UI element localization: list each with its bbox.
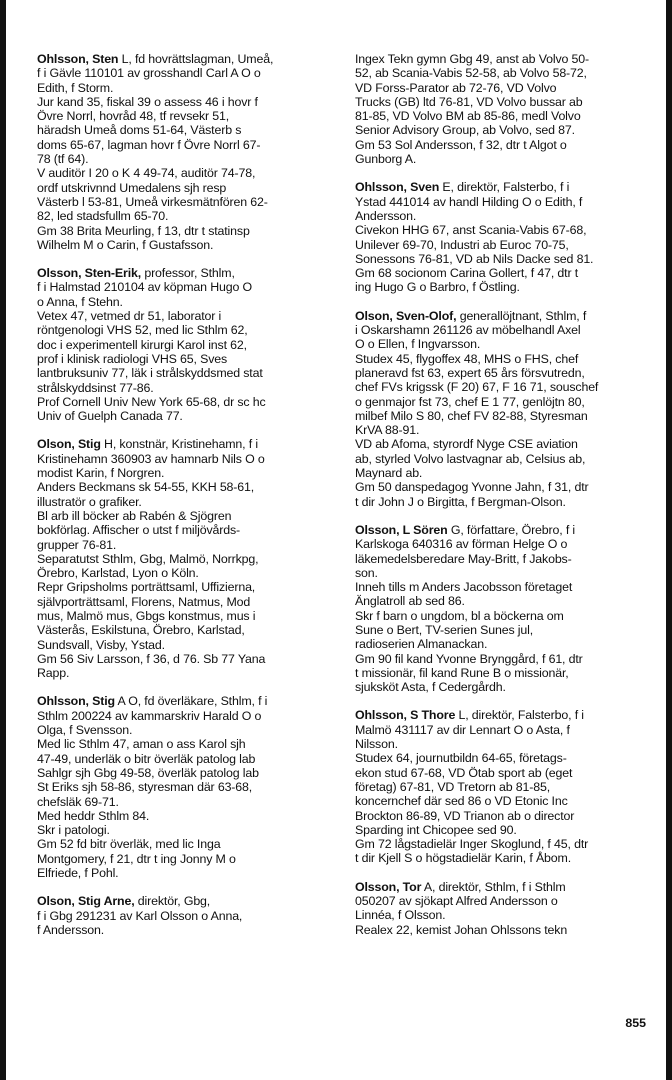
entry-line: [355, 580, 645, 594]
entry-text: Sundsvall, Visby, Ystad.: [37, 637, 165, 652]
entry-line: [355, 452, 645, 466]
entry-line: [37, 866, 327, 880]
entry-line: [37, 81, 327, 95]
entry-line: [355, 723, 645, 737]
entry-line: [37, 109, 327, 123]
entry-text: självporträttsaml, Florens, Natmus, Mod: [37, 594, 251, 609]
entry-text: prof i klinisk radiologi VHS 65, Sves: [37, 351, 228, 366]
biography-entry: [37, 52, 327, 252]
entry-text: Gm 56 Siv Larsson, f 36, d 76. Sb 77 Yana: [37, 651, 266, 666]
entry-line: [355, 823, 645, 837]
entry-line: [355, 566, 645, 580]
entry-line: [355, 708, 645, 722]
entry-text: Linnéa, f Olsson.: [355, 908, 446, 923]
entry-line: [355, 495, 645, 509]
entry-text: Kristinehamn 360903 av hamnarb Nils O o: [37, 451, 265, 466]
entry-line: [37, 823, 327, 837]
entry-line: [37, 709, 327, 723]
entry-text: företag) 67-81, VD Tretorn ab 81-85,: [355, 779, 551, 794]
entry-line: [355, 380, 645, 394]
entry-line: [355, 323, 645, 337]
entry-text: Separatutst Sthlm, Gbg, Malmö, Norrkpg,: [37, 551, 259, 566]
entry-line: [37, 323, 327, 337]
entry-line: [355, 395, 645, 409]
entry-text: 82, led stadsfullm 65-70.: [37, 209, 169, 224]
entry-line: [355, 666, 645, 680]
entry-text: Med heddr Sthlm 84.: [37, 808, 150, 823]
entry-text: 81-85, VD Volvo BM ab 85-86, medl Volvo: [355, 109, 581, 124]
entry-text: 050207 av sjökapt Alfred Andersson o: [355, 894, 558, 909]
entry-line: [37, 752, 327, 766]
entry-line: [37, 280, 327, 294]
entry-line: [355, 352, 645, 366]
left-column: [37, 52, 327, 951]
entry-text: Andersson.: [355, 208, 417, 223]
entry-line: [37, 480, 327, 494]
entry-text: Gm 50 danspedagog Yvonne Jahn, f 31, dtr: [355, 480, 589, 495]
entry-text: f i Gävle 110101 av grosshandl Carl A O o: [37, 66, 261, 81]
entry-text: ab, styrled Volvo lastvagnar ab, Celsius ab,: [355, 451, 586, 466]
entry-line: [37, 395, 327, 409]
entry-line: [37, 894, 327, 908]
entry-text: O o Ellen, f Ingvarsson.: [355, 337, 481, 352]
entry-line: [37, 837, 327, 851]
entry-name: Olsson, Sten-Erik,: [37, 266, 142, 281]
entry-line: [37, 638, 327, 652]
entry-line: [37, 538, 327, 552]
entry-text: ordf utskrivnnd Umedalens sjh resp: [37, 180, 227, 195]
biography-entry: [355, 523, 645, 695]
entry-text: doms 65-67, lagman hovr f Övre Norrl 67-: [37, 137, 261, 152]
entry-line: [37, 466, 327, 480]
biography-entry: [37, 894, 327, 937]
entry-line: [37, 780, 327, 794]
entry-text: son.: [355, 565, 378, 580]
entry-text: Wilhelm M o Carin, f Gustafsson.: [37, 237, 214, 252]
entry-text: Jur kand 35, fiskal 39 o assess 46 i hovr f: [37, 94, 258, 109]
entry-line: [37, 409, 327, 423]
entry-line: [355, 466, 645, 480]
entry-line: [355, 95, 645, 109]
biography-entry: [355, 708, 645, 865]
entry-line: [355, 751, 645, 765]
entry-line: [355, 266, 645, 280]
entry-text: Skr i patologi.: [37, 823, 110, 838]
entry-line: [355, 66, 645, 80]
entry-text: Elfriede, f Pohl.: [37, 866, 119, 881]
entry-line: [37, 766, 327, 780]
entry-line: [37, 366, 327, 380]
entry-text: E, direktör, Falsterbo, f i: [439, 180, 570, 195]
entry-text: o Anna, f Stehn.: [37, 294, 123, 309]
entry-text: strålskyddsinst 77-86.: [37, 380, 154, 395]
entry-line: [37, 238, 327, 252]
entry-line: [355, 908, 645, 922]
entry-text: grupper 76-81.: [37, 537, 117, 552]
entry-line: [355, 409, 645, 423]
entry-text: f i Gbg 291231 av Karl Olsson o Anna,: [37, 908, 243, 923]
entry-text: Vetex 47, vetmed dr 51, laborator i: [37, 309, 222, 324]
entry-line: [355, 280, 645, 294]
entry-text: f Andersson.: [37, 922, 105, 937]
entry-text: Univ of Guelph Canada 77.: [37, 409, 183, 424]
entry-text: i Oskarshamn 261126 av möbelhandl Axel: [355, 323, 581, 338]
entry-line: [355, 923, 645, 937]
biography-entry: [355, 180, 645, 294]
entry-text: ing Hugo G o Barbro, f Östling.: [355, 280, 520, 295]
entry-text: Montgomery, f 21, dtr t ing Jonny M o: [37, 851, 236, 866]
entry-line: [355, 552, 645, 566]
entry-line: [355, 238, 645, 252]
biography-entry: [37, 266, 327, 423]
entry-text: häradsh Umeå doms 51-64, Västerb s: [37, 123, 242, 138]
entry-line: [37, 923, 327, 937]
entry-line: [37, 694, 327, 708]
entry-text: Gm 52 fd bitr överläk, med lic Inga: [37, 837, 221, 852]
entry-line: [37, 737, 327, 751]
entry-text: Karlskoga 640316 av förman Helge O o: [355, 537, 568, 552]
entry-line: [37, 795, 327, 809]
entry-text: Nilsson.: [355, 737, 398, 752]
entry-text: Edith, f Storm.: [37, 80, 114, 95]
entry-text: Bl arb ill böcker ab Rabén & Sjögren: [37, 508, 232, 523]
entry-text: sjuksköt Asta, f Cedergårdh.: [355, 680, 506, 695]
entry-name: Ohlsson, Stig: [37, 694, 115, 709]
entry-text: H, konstnär, Kristinehamn, f i: [100, 437, 258, 452]
entry-line: [37, 295, 327, 309]
entry-name: Olson, Stig Arne,: [37, 894, 135, 909]
entry-text: Studex 45, flygoffex 48, MHS o FHS, chef: [355, 351, 579, 366]
entry-line: [355, 109, 645, 123]
biography-entry: [355, 309, 645, 509]
entry-line: [355, 195, 645, 209]
entry-text: Gm 90 fil kand Yvonne Brynggård, f 61, dtr: [355, 651, 583, 666]
entry-line: [37, 723, 327, 737]
entry-line: [355, 766, 645, 780]
entry-line: [37, 66, 327, 80]
entry-line: [37, 595, 327, 609]
entry-line: [355, 480, 645, 494]
entry-line: [37, 909, 327, 923]
entry-line: [37, 809, 327, 823]
entry-name: Olson, Sven-Olof,: [355, 308, 457, 323]
entry-line: [37, 580, 327, 594]
entry-text: Senior Advisory Group, ab Volvo, sed 87.: [355, 123, 575, 138]
entry-line: [355, 780, 645, 794]
entry-text: VD ab Afoma, styrordf Nyge CSE aviation: [355, 437, 578, 452]
entry-line: [355, 180, 645, 194]
entry-text: Sparding int Chicopee sed 90.: [355, 822, 517, 837]
entry-text: Örebro, Karlstad, Lyon o Köln.: [37, 566, 199, 581]
entry-text: Prof Cornell Univ New York 65-68, dr sc hc: [37, 394, 266, 409]
entry-line: [355, 81, 645, 95]
entry-text: lantbruksuniv 77, läk i strålskyddsmed stat: [37, 366, 263, 381]
entry-line: [37, 152, 327, 166]
entry-name: Olson, Stig: [37, 437, 101, 452]
page-edge-left: [0, 0, 6, 1080]
biography-entry: [37, 694, 327, 880]
entry-name: Ohlsson, Sven: [355, 180, 440, 195]
entry-text: G, författare, Örebro, f i: [447, 522, 576, 537]
entry-line: [37, 566, 327, 580]
entry-text: V auditör I 20 o K 4 49-74, auditör 74-78,: [37, 166, 256, 181]
entry-text: Civekon HHG 67, anst Scania-Vabis 67-68,: [355, 223, 587, 238]
entry-line: [355, 523, 645, 537]
entry-text: A O, fd överläkare, Sthlm, f i: [114, 694, 268, 709]
entry-line: [37, 381, 327, 395]
entry-text: chef FVs krigssk (F 20) 67, F 16 71, souschef: [355, 380, 599, 395]
entry-line: [355, 794, 645, 808]
entry-line: [355, 123, 645, 137]
entry-line: [355, 652, 645, 666]
entry-text: Studex 64, journutbildn 64-65, företags-: [355, 751, 567, 766]
entry-text: L, direktör, Falsterbo, f i: [455, 708, 584, 723]
entry-line: [355, 537, 645, 551]
entry-line: [37, 123, 327, 137]
entry-text: Ingex Tekn gymn Gbg 49, anst ab Volvo 50-: [355, 52, 590, 66]
right-column: [355, 52, 645, 951]
entry-line: [355, 880, 645, 894]
entry-text: Gm 53 Sol Andersson, f 32, dtr t Algot o: [355, 137, 567, 152]
entry-name: Olsson, L Sören: [355, 522, 448, 537]
entry-line: [355, 52, 645, 66]
entry-text: direktör, Gbg,: [134, 894, 211, 909]
entry-text: Trucks (GB) ltd 76-81, VD Volvo bussar ab: [355, 94, 583, 109]
entry-text: koncernchef där sed 86 o VD Etonic Inc: [355, 794, 568, 809]
entry-line: [355, 223, 645, 237]
entry-name: Ohlsson, Sten: [37, 52, 119, 66]
entry-line: [355, 680, 645, 694]
entry-line: [37, 509, 327, 523]
page-number: 855: [625, 1016, 646, 1030]
entry-text: t dir Kjell S o högstadielär Karin, f Åbom.: [355, 851, 572, 866]
entry-line: [355, 851, 645, 865]
entry-text: Unilever 69-70, Industri ab Euroc 70-75,: [355, 237, 569, 252]
page-edge-right: [666, 0, 672, 1080]
entry-text: A, direktör, Sthlm, f i Sthlm: [421, 879, 566, 894]
entry-line: [355, 209, 645, 223]
entry-line: [37, 195, 327, 209]
biography-entry: [37, 437, 327, 680]
entry-line: [37, 224, 327, 238]
entry-line: [355, 252, 645, 266]
entry-text: bokförlag. Affischer o utst f miljövårds-: [37, 523, 240, 538]
entry-text: Repr Gripsholms porträttsaml, Uffizierna,: [37, 580, 256, 595]
entry-text: 47-49, underläk o bitr överläk patolog lab: [37, 751, 256, 766]
entry-line: [37, 95, 327, 109]
entry-text: milbef Milo S 80, chef FV 82-88, Styresman: [355, 408, 588, 423]
entry-text: Med lic Sthlm 47, aman o ass Karol sjh: [37, 737, 246, 752]
entry-text: Sonessons 76-81, VD ab Nils Dacke sed 81.: [355, 251, 594, 266]
entry-line: [37, 437, 327, 451]
entry-line: [37, 852, 327, 866]
entry-line: [355, 423, 645, 437]
entry-line: [37, 266, 327, 280]
entry-text: t dir John J o Birgitta, f Bergman-Olson.: [355, 494, 566, 509]
entry-text: modist Karin, f Norgren.: [37, 466, 165, 481]
entry-text: Malmö 431117 av dir Lennart O o Asta, f: [355, 722, 570, 737]
entry-line: [355, 437, 645, 451]
entry-line: [37, 209, 327, 223]
entry-text: o genmajor fst 73, chef E 1 77, genlöjtn 80,: [355, 394, 585, 409]
entry-line: [355, 623, 645, 637]
entry-text: L, fd hovrättslagman, Umeå,: [118, 52, 274, 66]
entry-line: [37, 181, 327, 195]
entry-line: [37, 52, 327, 66]
entry-line: [37, 495, 327, 509]
entry-line: [355, 138, 645, 152]
entry-text: Övre Norrl, hovråd 48, tf revsekr 51,: [37, 109, 230, 124]
entry-text: illustratör o grafiker.: [37, 494, 142, 509]
biography-entry: [355, 52, 645, 166]
entry-line: [355, 894, 645, 908]
entry-line: [355, 337, 645, 351]
entry-text: chefsläk 69-71.: [37, 794, 119, 809]
entry-line: [355, 152, 645, 166]
entry-line: [37, 352, 327, 366]
entry-text: Änglatroll ab sed 86.: [355, 594, 465, 609]
entry-text: röntgenologi VHS 52, med lic Sthlm 62,: [37, 323, 248, 338]
entry-text: Gm 72 lågstadielär Inger Skoglund, f 45, dtr: [355, 837, 589, 852]
entry-text: Sune o Bert, TV-serien Sunes jul,: [355, 622, 534, 637]
entry-text: Skr f barn o ungdom, bl a böckerna om: [355, 608, 564, 623]
entry-text: generallöjtnant, Sthlm, f: [456, 308, 587, 323]
entry-text: t missionär, fil kand Rune B o missionär,: [355, 665, 569, 680]
entry-text: Sthlm 200224 av kammarskriv Harald O o: [37, 708, 262, 723]
entry-name: Ohlsson, S Thore: [355, 708, 456, 723]
entry-line: [37, 309, 327, 323]
entry-line: [355, 637, 645, 651]
entry-line: [355, 609, 645, 623]
entry-line: [355, 837, 645, 851]
entry-text: Maynard ab.: [355, 466, 423, 481]
entry-line: [37, 623, 327, 637]
entry-text: ekon stud 67-68, VD Ötab sport ab (eget: [355, 765, 573, 780]
entry-text: mus, Malmö mus, Gbgs konstmus, mus i: [37, 608, 256, 623]
entry-text: Sahlgr sjh Gbg 49-58, överläk patolog lab: [37, 765, 259, 780]
entry-line: [355, 594, 645, 608]
entry-text: 78 (tf 64).: [37, 152, 89, 167]
entry-name: Olsson, Tor: [355, 879, 422, 894]
entry-text: Västerås, Eskilstuna, Örebro, Karlstad,: [37, 623, 245, 638]
entry-text: doc i experimentell kirurgi Karol inst 62,: [37, 337, 247, 352]
entry-text: Anders Beckmans sk 54-55, KKH 58-61,: [37, 480, 255, 495]
entry-line: [355, 366, 645, 380]
entry-line: [37, 138, 327, 152]
entry-text: Västerb l 53-81, Umeå virkesmätnfören 62-: [37, 194, 268, 209]
entry-text: professor, Sthlm,: [141, 266, 235, 281]
entry-text: Ystad 441014 av handl Hilding O o Edith, f: [355, 194, 583, 209]
entry-text: f i Halmstad 210104 av köpman Hugo O: [37, 280, 252, 295]
entry-line: [355, 309, 645, 323]
entry-line: [37, 652, 327, 666]
entry-text: Gm 38 Brita Meurling, f 13, dtr t statinsp: [37, 223, 250, 238]
entry-line: [37, 166, 327, 180]
entry-text: läkemedelsberedare May-Britt, f Jakobs-: [355, 551, 572, 566]
entry-text: Gm 68 socionom Carina Gollert, f 47, dtr t: [355, 266, 579, 281]
entry-text: Gunborg A.: [355, 152, 417, 167]
entry-text: Inneh tills m Anders Jacobsson företaget: [355, 580, 573, 595]
entry-text: VD Forss-Parator ab 72-76, VD Volvo: [355, 80, 557, 95]
entry-text: 52, ab Scania-Vabis 52-58, ab Volvo 58-72,: [355, 66, 587, 81]
entry-text: KrVA 88-91.: [355, 423, 420, 438]
entry-text: planeravd fst 63, expert 65 års försvutredn,: [355, 365, 585, 380]
entry-line: [37, 552, 327, 566]
entry-line: [37, 338, 327, 352]
entry-line: [37, 523, 327, 537]
entry-text: radioserien Almanackan.: [355, 637, 488, 652]
biography-entry: [355, 880, 645, 937]
entry-text: Realex 22, kemist Johan Ohlssons tekn: [355, 922, 568, 937]
entry-line: [37, 666, 327, 680]
entry-line: [355, 737, 645, 751]
entry-line: [37, 452, 327, 466]
entry-text: St Eriks sjh 58-86, styresman där 63-68,: [37, 780, 253, 795]
entry-line: [37, 609, 327, 623]
entry-text: Olga, f Svensson.: [37, 723, 133, 738]
entry-text: Rapp.: [37, 666, 70, 681]
entry-line: [355, 809, 645, 823]
entry-text: Brockton 86-89, VD Trianon ab o director: [355, 808, 575, 823]
